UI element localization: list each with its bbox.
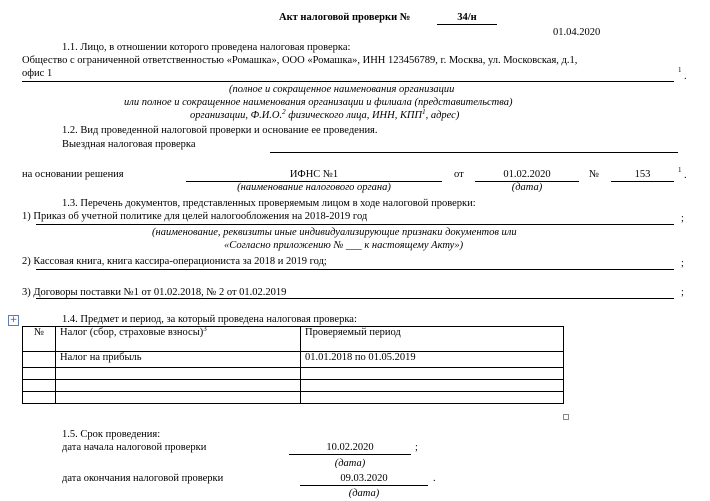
col-header-number: №	[23, 327, 56, 352]
col-header-period: Проверяемый период	[301, 327, 564, 352]
table-cell-tax[interactable]	[56, 380, 301, 392]
table-cell-period[interactable]: 01.01.2018 по 01.05.2019	[301, 352, 564, 368]
end-date-label: дата окончания налоговой проверки	[62, 473, 224, 484]
end-date-period: .	[433, 473, 436, 484]
table-cell-number[interactable]	[23, 380, 56, 392]
table-move-handle-icon[interactable]: +	[9, 315, 18, 325]
document-item-2: 2) Кассовая книга, книга кассира-операциониста за 2018 и 2019 год;	[22, 256, 327, 267]
table-row	[23, 352, 564, 368]
table-cell-tax[interactable]	[56, 392, 301, 404]
document-item-1-underline	[36, 224, 674, 225]
document-item-1-semicolon: ;	[681, 213, 684, 224]
table-cell-period[interactable]	[301, 392, 564, 404]
entity-hint-2: или полное и сокращенное наименования организации и филиала (представительства)	[124, 97, 513, 108]
entity-period: .	[684, 71, 687, 82]
act-date: 01.04.2020	[553, 27, 601, 38]
table-cell-period[interactable]	[301, 380, 564, 392]
subject-period-table	[22, 326, 564, 404]
tax-authority-hint: (наименование налогового органа)	[237, 182, 391, 193]
decision-period: .	[684, 170, 687, 181]
table-cell-number[interactable]	[23, 352, 56, 368]
table-cell-number[interactable]	[23, 368, 56, 380]
end-date-hint: (дата)	[348, 488, 380, 499]
section-1-4-label: 1.4. Предмет и период, за который проведена налоговая проверка:	[62, 314, 357, 325]
section-1-5-label: 1.5. Срок проведения:	[62, 429, 161, 440]
end-date-value: 09.03.2020	[300, 473, 428, 486]
section-1-2-label: 1.2. Вид проведенной налоговой проверки и основание ее проведения.	[62, 125, 378, 136]
decision-footnote: 1	[678, 166, 682, 174]
document-item-1: 1) Приказ об учетной политике для целей налогообложения на 2018-2019 год	[22, 211, 368, 222]
entity-line-1: Общество с ограниченной ответственностью «Ромашка», ООО «Ромашка», ИНН 123456789, г. Москва, ул. Московская, д.1,	[22, 55, 578, 66]
act-title: Акт налоговой проверки №	[279, 12, 411, 23]
table-row	[23, 392, 564, 404]
start-date-value: 10.02.2020	[289, 442, 411, 455]
tax-authority: ИФНС №1	[186, 169, 442, 182]
entity-line-2: офис 1	[22, 68, 53, 79]
table-cell-number[interactable]	[23, 392, 56, 404]
table-header-row	[23, 327, 564, 352]
document-item-3-semicolon: ;	[681, 287, 684, 298]
inspection-type-underline	[270, 152, 678, 153]
table-cell-period[interactable]	[301, 368, 564, 380]
entity-underline	[22, 81, 674, 82]
document-item-2-underline	[36, 269, 674, 270]
start-date-semicolon: ;	[415, 442, 418, 453]
section-1-3-label: 1.3. Перечень документов, представленных проверяемым лицом в ходе налоговой проверки:	[62, 198, 476, 209]
table-resize-handle[interactable]	[563, 414, 569, 420]
start-date-hint: (дата)	[334, 458, 366, 469]
section-1-1-label: 1.1. Лицо, в отношении которого проведена налоговая проверка:	[62, 42, 351, 53]
table-cell-tax[interactable]: Налог на прибыль	[56, 352, 301, 368]
documents-hint-2: «Согласно приложению № ___ к настоящему Акту»)	[224, 240, 464, 251]
entity-footnote: 1	[678, 66, 682, 74]
table-row	[23, 368, 564, 380]
document-item-3-underline	[36, 298, 674, 299]
act-number: 34/н	[437, 12, 497, 25]
table-row	[23, 380, 564, 392]
document-item-2-semicolon: ;	[681, 258, 684, 269]
document-item-3: 3) Договоры поставки №1 от 01.02.2018, № 2 от 01.02.2019	[22, 287, 287, 298]
start-date-label: дата начала налоговой проверки	[62, 442, 207, 453]
decision-date: 01.02.2020	[475, 169, 579, 182]
number-label: №	[589, 169, 600, 180]
basis-label: на основании решения	[22, 169, 124, 180]
table-cell-tax[interactable]	[56, 368, 301, 380]
entity-hint-3: организации, Ф.И.О.$^2$ физического лица, ИНН, КПП$^1$, адрес)	[190, 108, 460, 121]
decision-number: 153	[611, 169, 674, 182]
col-header-tax: Налог (сбор, страховые взносы)$^3$	[56, 327, 301, 352]
from-label: от	[454, 169, 464, 180]
decision-date-hint: (дата)	[511, 182, 543, 193]
inspection-type: Выездная налоговая проверка	[62, 139, 196, 150]
entity-hint-1: (полное и сокращенное наименования организации	[229, 84, 455, 95]
documents-hint-1: (наименование, реквизиты иные индивидуализирующие признаки документов или	[152, 227, 517, 238]
